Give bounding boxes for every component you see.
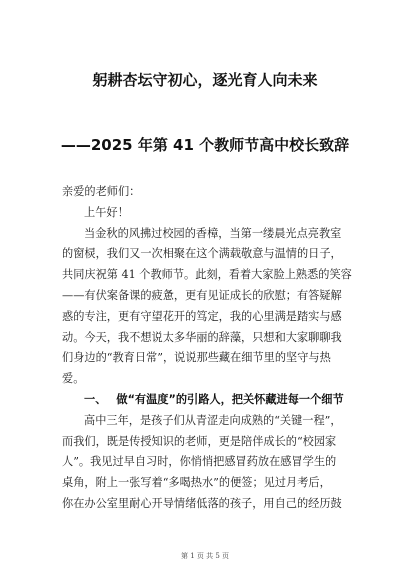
document-body bbox=[62, 182, 362, 515]
salutation: 亲爱的老师们： bbox=[62, 185, 141, 198]
paragraph2-line: 你在办公室里耐心开导情绪低落的孩子，用自己的经历鼓 bbox=[62, 496, 342, 510]
document-subtitle: ——2025 年第 41 个教师节高中校长致辞 bbox=[60, 136, 350, 154]
paragraph2-line: 高中三年，是孩子们从青涩走向成熟的“关键一程”， bbox=[84, 413, 342, 427]
paragraph1-line: 共同庆祝第 41 个教师节。此刻，看着大家脸上熟悉的笑容 bbox=[62, 268, 352, 282]
paragraph1-line: 惑的专注，更有守望花开的笃定，我的心里满是踏实与感 bbox=[62, 309, 342, 323]
paragraph2-line: 桌角，附上一张写着“多喝热水”的便签；见过月考后， bbox=[62, 476, 331, 490]
section-title: 做“有温度”的引路人，把关怀藏进每一个细节 bbox=[116, 392, 344, 406]
document-title: 躬耕杏坛守初心，逐光育人向未来 bbox=[92, 71, 318, 89]
paragraph1-line: 的窗棂，我们又一次相聚在这个满载敬意与温情的日子， bbox=[62, 247, 342, 261]
paragraph1-line: 动。今天，我不想说太多华丽的辞藻，只想和大家聊聊我 bbox=[62, 330, 342, 344]
section-heading bbox=[62, 390, 362, 411]
paragraph2-line: 而我们，既是传授知识的老师，更是陪伴成长的“校园家 bbox=[62, 434, 337, 448]
section-number: 一、 bbox=[84, 392, 107, 406]
paragraph1-line: 当金秋的风拂过校园的香樟，当第一缕晨光点亮教室 bbox=[84, 226, 342, 240]
paragraph1-line: 爱。 bbox=[62, 372, 85, 386]
paragraph1-line: ——有伏案备课的疲惫，更有见证成长的欣慰；有答疑解 bbox=[62, 288, 342, 302]
paragraph2-line: 人”。我见过早自习时，你悄悄把感冒药放在感冒学生的 bbox=[62, 455, 337, 469]
paragraph1-line: 们身边的“教育日常”，说说那些藏在细节里的坚守与热 bbox=[62, 351, 331, 365]
greeting: 上午好！ bbox=[84, 205, 129, 219]
page-footer: 第 1 页 共 5 页 bbox=[180, 552, 230, 560]
